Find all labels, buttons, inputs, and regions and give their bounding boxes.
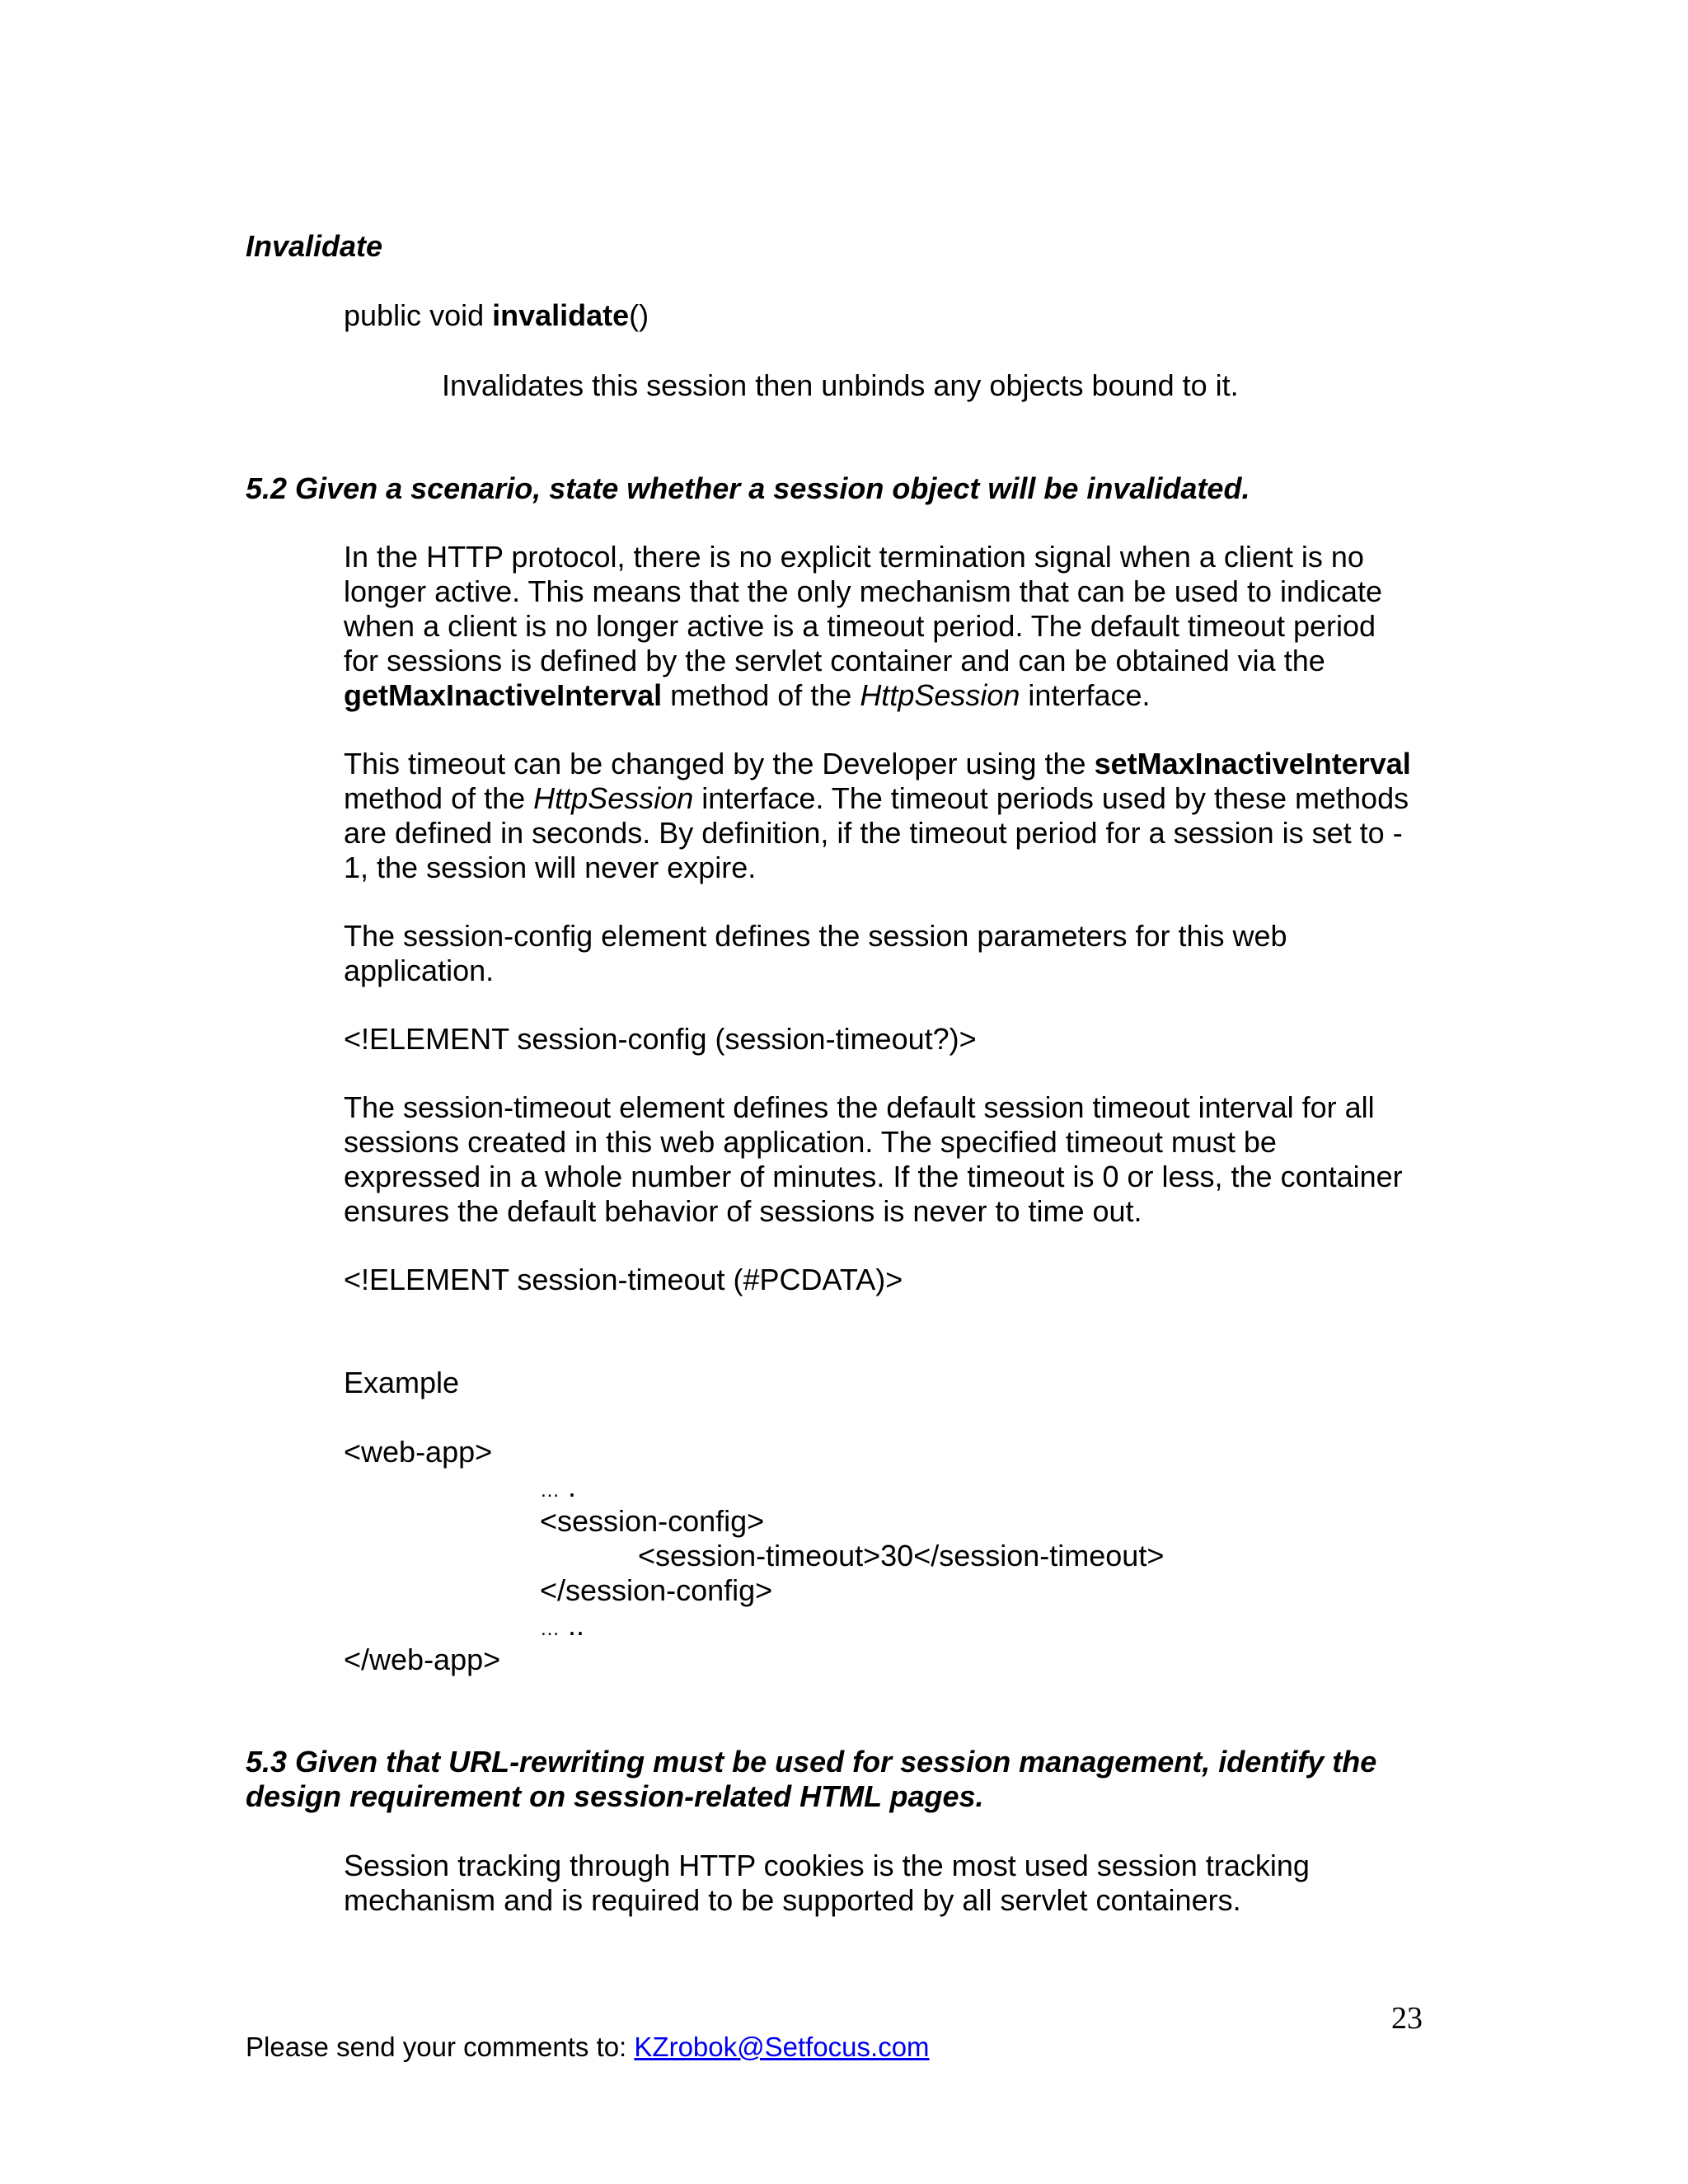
footer-text: Please send your comments to: — [246, 2032, 635, 2062]
s52-p2-line4: 1, the session will never expire. — [344, 851, 757, 884]
s52-p2-line2-start: method of the — [344, 781, 534, 815]
s52-p4-line1: The session-timeout element defines the default session timeout interval for all — [344, 1090, 1375, 1124]
example-label: Example — [344, 1366, 460, 1399]
ellipsis-small-2: … — [540, 1618, 560, 1640]
example-config-close: </session-config> — [540, 1573, 773, 1607]
ellipsis-big-1: . — [560, 1469, 577, 1503]
ellipsis-big-2: .. — [560, 1608, 585, 1642]
interface-httpsession: HttpSession — [860, 678, 1020, 712]
example-timeout-line: <session-timeout>30</session-timeout> — [638, 1539, 1165, 1572]
s52-p1-line5 — [344, 678, 1151, 713]
method-getmaxinactiveinterval: getMaxInactiveInterval — [344, 678, 663, 712]
signature-suffix: () — [629, 298, 649, 332]
element-session-timeout: <!ELEMENT session-timeout (#PCDATA)> — [344, 1263, 903, 1296]
s52-p1-line4: for sessions is defined by the servlet container and can be obtained via the — [344, 644, 1325, 677]
signature-method: invalidate — [492, 298, 630, 332]
example-webapp-close: </web-app> — [344, 1643, 501, 1676]
s52-p1-line5-end: interface. — [1020, 678, 1151, 712]
section-5-3-heading-line2: design requirement on session-related HTML pages. — [246, 1779, 984, 1813]
s52-p2-line1-start: This timeout can be changed by the Developer using the — [344, 747, 1095, 780]
method-setmaxinactiveinterval: setMaxInactiveInterval — [1094, 747, 1411, 780]
page-number: 23 — [1391, 2001, 1423, 2036]
section-5-2-heading: 5.2 Given a scenario, state whether a session object will be invalidated. — [246, 471, 1250, 505]
example-webapp-open: <web-app> — [344, 1435, 493, 1469]
element-session-config: <!ELEMENT session-config (session-timeout?)> — [344, 1022, 977, 1056]
invalidate-description: Invalidates this session then unbinds any objects bound to it. — [442, 368, 1239, 402]
invalidate-heading: Invalidate — [246, 229, 383, 263]
s52-p4-line3: expressed in a whole number of minutes. If the timeout is 0 or less, the container — [344, 1160, 1403, 1193]
section-5-3-heading-line1: 5.3 Given that URL-rewriting must be used for session management, identify the — [246, 1745, 1377, 1779]
s52-p3-line2: application. — [344, 954, 495, 987]
s52-p2-line1 — [344, 747, 1411, 781]
s52-p3-line1: The session-config element defines the session parameters for this web — [344, 919, 1287, 953]
s52-p1-line3: when a client is no longer active is a timeout period. The default timeout period — [344, 609, 1376, 643]
s52-p1-line2: longer active. This means that the only mechanism that can be used to indicate — [344, 574, 1383, 608]
example-config-open: <session-config> — [540, 1504, 765, 1538]
s52-p2-line3: are defined in seconds. By definition, if the timeout period for a session is set to - — [344, 816, 1403, 850]
example-ellipsis-2 — [540, 1608, 584, 1647]
s52-p4-line2: sessions created in this web application. The specified timeout must be — [344, 1125, 1277, 1159]
s53-p1-line2: mechanism and is required to be supported by all servlet containers. — [344, 1883, 1241, 1917]
interface-httpsession-2: HttpSession — [533, 781, 694, 815]
invalidate-signature — [344, 298, 649, 333]
ellipsis-small-1: … — [540, 1479, 560, 1502]
s52-p4-line4: ensures the default behavior of sessions is never to time out. — [344, 1194, 1142, 1228]
s53-p1-line1: Session tracking through HTTP cookies is the most used session tracking — [344, 1849, 1310, 1882]
signature-prefix: public void — [344, 298, 493, 332]
footer — [246, 2031, 930, 2064]
example-ellipsis-1 — [540, 1469, 576, 1508]
footer-email-link[interactable]: KZrobok@Setfocus.com — [634, 2032, 930, 2062]
s52-p2-line2-end: interface. The timeout periods used by these methods — [693, 781, 1409, 815]
s52-p1-line5-mid: method of the — [662, 678, 860, 712]
s52-p1-line1: In the HTTP protocol, there is no explicit termination signal when a client is no — [344, 540, 1364, 574]
s52-p2-line2 — [344, 781, 1409, 816]
